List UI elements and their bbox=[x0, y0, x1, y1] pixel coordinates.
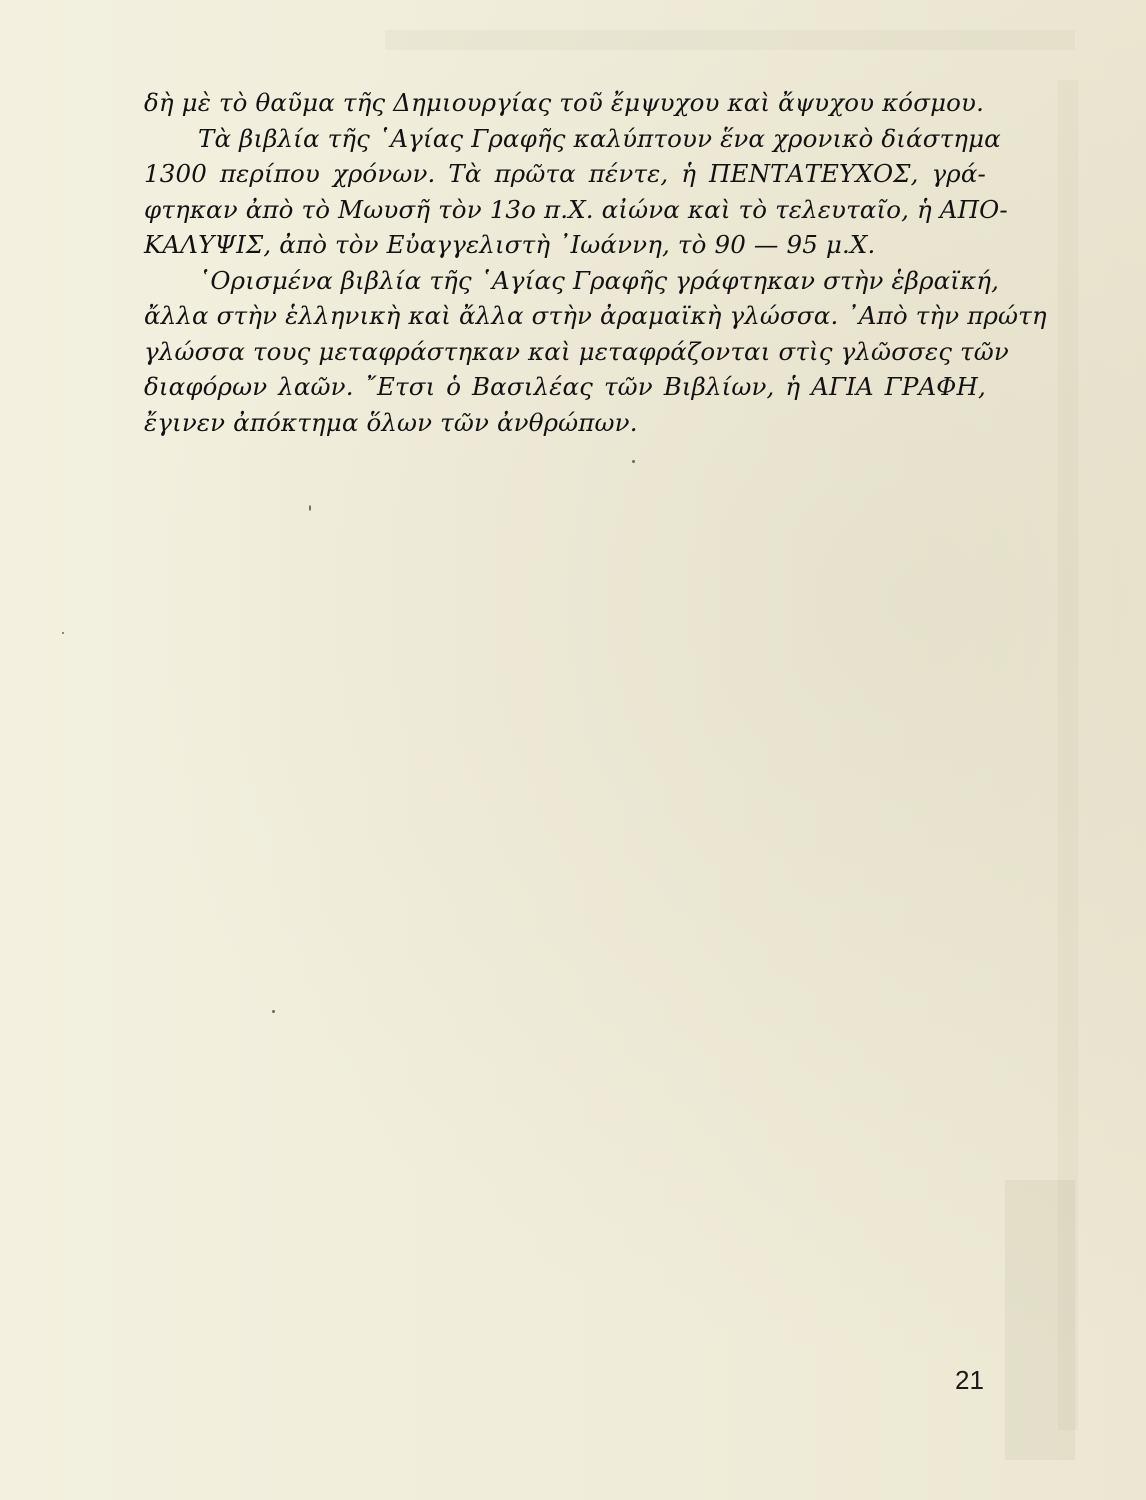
paper-speck bbox=[632, 460, 635, 463]
body-text bbox=[144, 85, 1047, 440]
paper-speck bbox=[309, 505, 311, 511]
text-line: Τὰ βιβλία τῆς ῾Αγίας Γραφῆς καλύπτουν ἕνα χρονικὸ διάστημα bbox=[198, 123, 1001, 153]
page-number: 21 bbox=[955, 1365, 984, 1395]
text-line: ΚΑΛΥΨΙΣ, ἀπὸ τὸν Εὐαγγελιστὴ ᾿Ιωάννη, τὸ 90 — 95 μ.Χ. bbox=[144, 230, 876, 259]
text-line: δὴ μὲ τὸ θαῦμα τῆς Δημιουργίας τοῦ ἔμψυχου καὶ ἄψυχου κόσμου. bbox=[144, 88, 985, 117]
text-line: γλώσσα τους μεταφράστηκαν καὶ μεταφράζονται στὶς γλῶσσες τῶν bbox=[144, 336, 1009, 366]
text-line: 1300 περίπου χρόνων. Τὰ πρῶτα πέντε, ἡ ΠΕΝΤΑΤΕΥΧΟΣ, γρά- bbox=[144, 159, 986, 188]
paper-speck bbox=[272, 1010, 275, 1013]
text-line: ἄλλα στὴν ἑλληνικὴ καὶ ἄλλα στὴν ἀραμαϊκὴ γλώσσα. ᾿Απὸ τὴν πρώτη bbox=[144, 301, 1047, 330]
text-line: ἔγινεν ἀπόκτημα ὅλων τῶν ἀνθρώπων. bbox=[144, 407, 638, 437]
paper-speck bbox=[62, 632, 64, 634]
show-through-edge bbox=[1058, 80, 1078, 1430]
text-line: διαφόρων λαῶν. ῎Ετσι ὁ Βασιλέας τῶν Βιβλίων, ἡ ΑΓΙΑ ΓΡΑΦΗ, bbox=[144, 372, 986, 401]
text-line: φτηκαν ἀπὸ τὸ Μωυσῆ τὸν 13ο π.Χ. αἰώνα καὶ τὸ τελευταῖο, ἡ ΑΠΟ- bbox=[144, 194, 1008, 224]
show-through-band bbox=[385, 30, 1075, 50]
text-line: ῾Ορισμένα βιβλία τῆς ῾Αγίας Γραφῆς γράφτηκαν στὴν ἑβραϊκή, bbox=[198, 265, 1000, 295]
